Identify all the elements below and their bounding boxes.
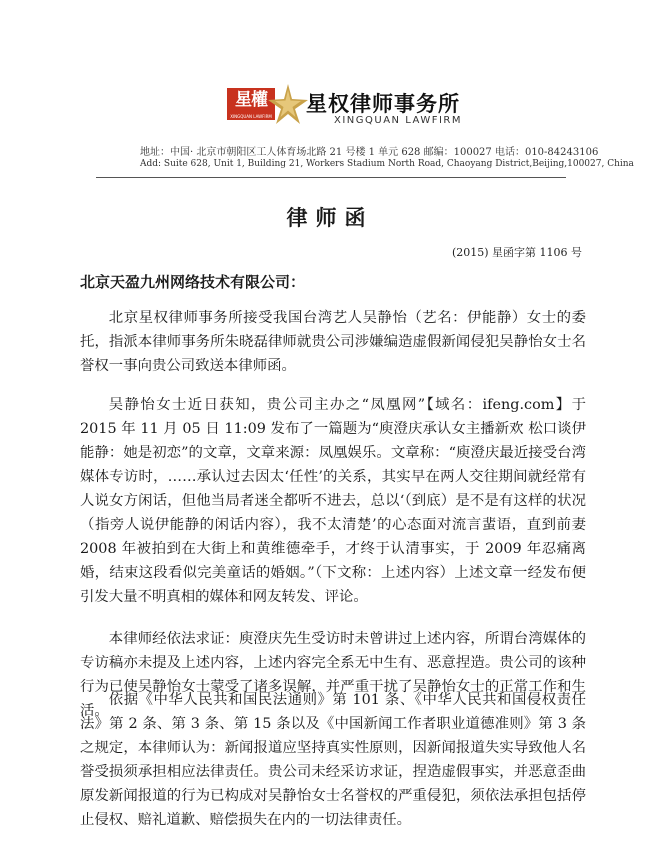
- paragraph-engagement: 北京星权律师事务所接受我国台湾艺人吴静怡（艺名：伊能静）女士的委托，指派本律师事务所朱晓磊律师就贵公司涉嫌编造虚假新闻侵犯吴静怡女士名誉权一事向贵公司致送本律师函。: [80, 310, 586, 374]
- star-icon: [266, 82, 310, 126]
- paragraph-verification: 本律师经依法求证：庾澄庆先生受访时未曾讲过上述内容，所谓台湾媒体的专访稿亦未提及上述内容，上述内容完全系无中生有、恶意捏造。贵公司的该种行为已使吴静怡女士蒙受了诸多误解，并严重干扰了吴静怡女士的正常工作和生活。: [80, 631, 586, 719]
- logo-text: 星權: [235, 90, 267, 110]
- addressee: 北京天盈九州网络技术有限公司：: [80, 273, 306, 291]
- firm-name-en: XINGQUAN LAWFIRM: [334, 115, 462, 126]
- logo-subtext: XINGQUAN LAWFIRM: [230, 114, 272, 119]
- reference-number: (2015) 星函字第 1106 号: [451, 246, 582, 259]
- address-en: Add: Suite 628, Unit 1, Building 21, Workers Stadium North Road, Chaoyang District,Beijing,100027, China: [140, 159, 634, 169]
- firm-name-cn: 星权律师事务所: [306, 92, 460, 116]
- paragraph-legal-basis: 依据《中华人民共和国民法通则》第 101 条、《中华人民共和国侵权责任法》第 2 条、第 3 条、第 15 条以及《中国新闻工作者职业道德准则》第 3 条之规定，本律师认为：新闻报道应坚持真实性原则，因新闻报道失实导致他人名誉受损须承担相应法律责任。贵公司未经采访求证，捏造虚假事实，并恶意歪曲原发新闻报道的行为已构成对吴静怡女士名誉权的严重侵犯，须依法承担包括停止侵权、赔礼道歉、赔偿损失在内的一切法律责任。: [80, 692, 586, 828]
- letterhead-divider: [96, 177, 566, 178]
- paragraph-facts: 吴静怡女士近日获知，贵公司主办之“凤凰网”【域名：ifeng.com】于 2015 年 11 月 05 日 11:09 发布了一篇题为“庾澄庆承认女主播新欢 松口谈伊能静：她是初恋”的文章，文章来源：凤凰娱乐。文章称：“庾澄庆最近接受台湾媒体专访时，……承认过去因太‘任性’的关系，其实早在两人交往期间就经常有人说女方闲话，但他当局者迷全都听不进去，总以‘（到底）是不是有这样的状况（指旁人说伊能静的闲话内容），我不太清楚’的心态面对流言蜚语，直到前妻 2008 年被拍到在大街上和黄维德牵手，才终于认清事实，于 2009 年忍痛离婚，结束这段看似完美童话的婚姻。”（下文称：上述内容）上述文章一经发布便引发大量不明真相的媒体和网友转发、评论。: [80, 397, 586, 605]
- document-title: 律师函: [286, 206, 374, 230]
- address-cn: 地址：中国· 北京市朝阳区工人体育场北路 21 号楼 1 单元 628 邮编：100027 电话：010-84243106: [140, 147, 599, 158]
